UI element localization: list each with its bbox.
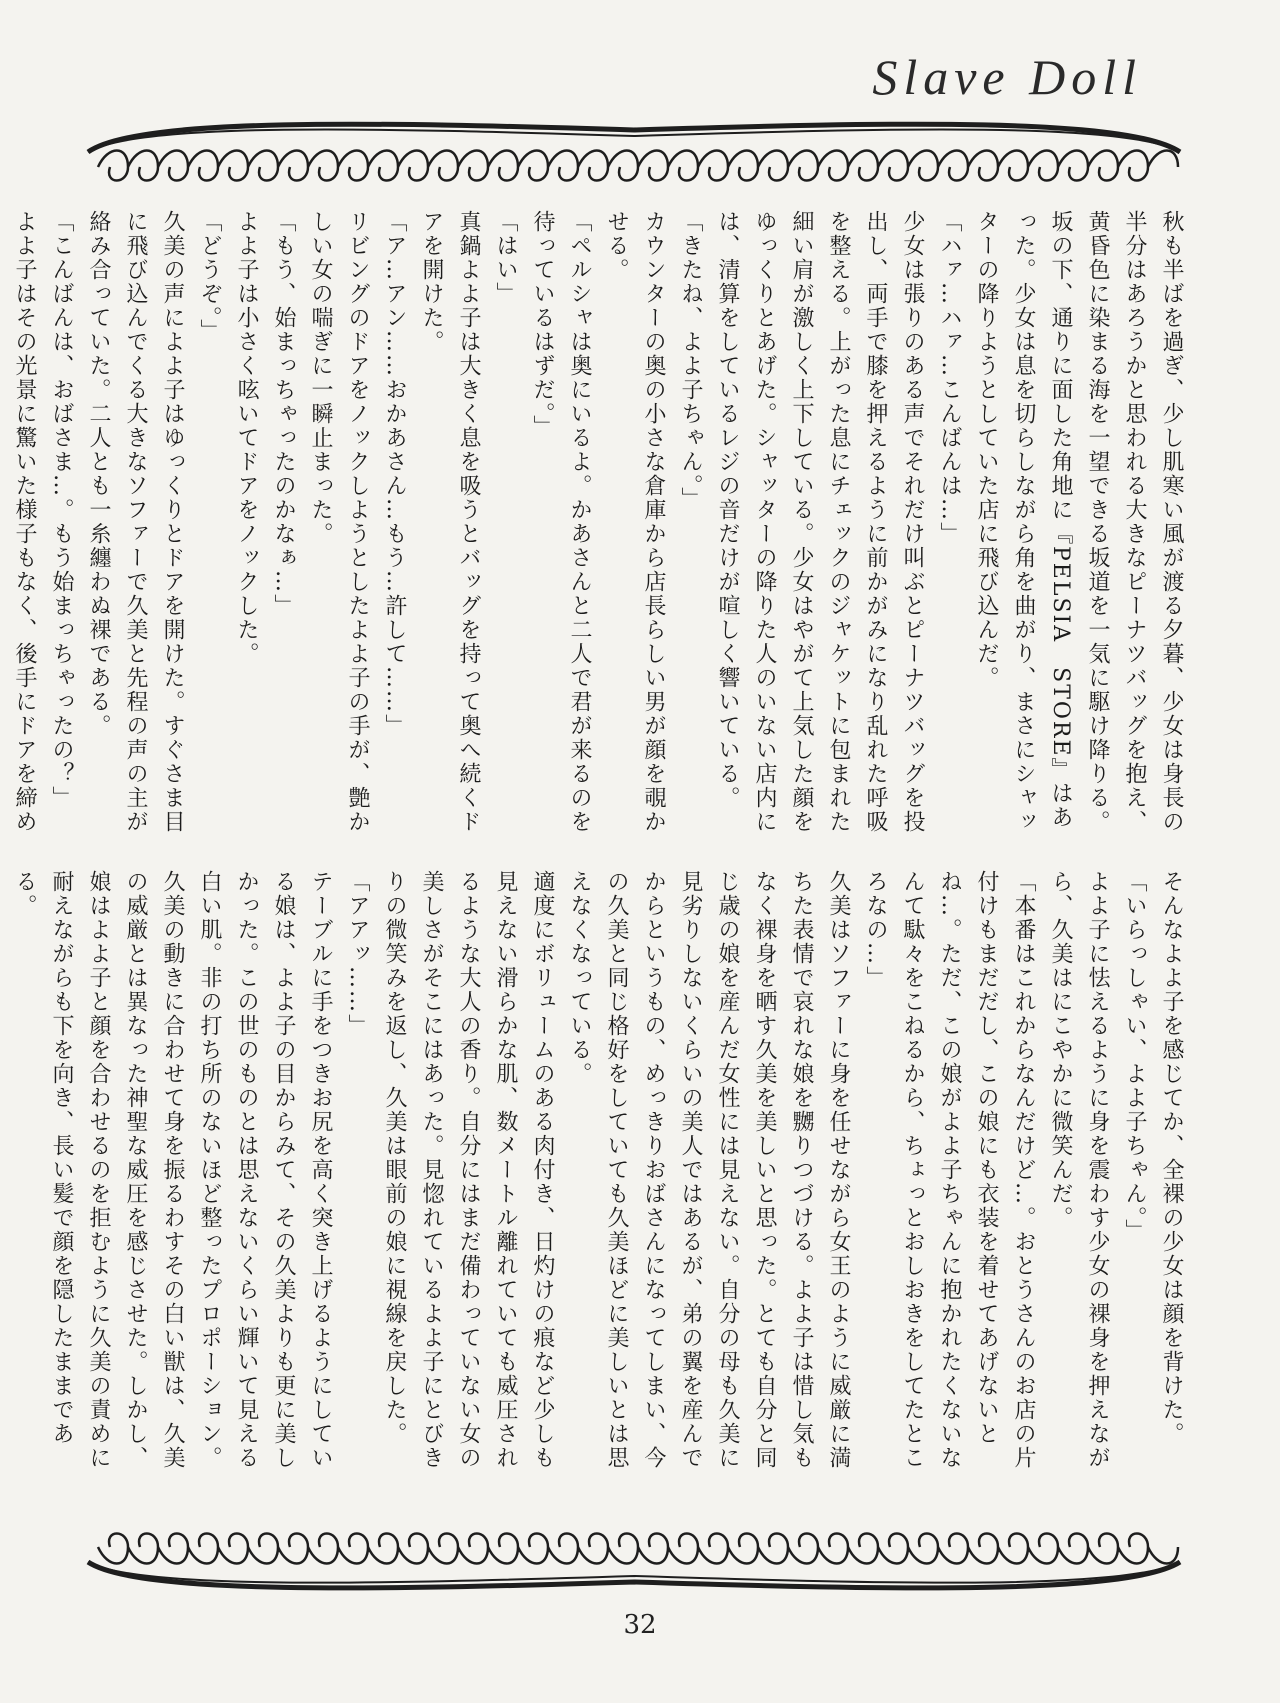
ornamental-border-bottom xyxy=(78,1522,1190,1600)
series-title: Slave Doll xyxy=(872,49,1142,105)
body-text-lower: そんなよよ子を感じてか、全裸の少女は顔を背けた。 「いらっしゃい、よよ子ちゃん。」 よよ子に怯えるように身を震わす少女の裸身を押えながら、久美はにこやかに微笑んだ。 「本番はこれからなんだけど…。おとうさんのお店の片付けもまだだし、この娘にも衣装を着せてあげないとね…。ただ、この娘がよよ子ちゃんに抱かれたくないなんて駄々をこねるから、ちょっとおしおきをしてたところなの…」 久美はソファーに身を任せながら女王のように威厳に満ちた表情で哀れな娘を嬲りつづける。よよ子は惜し気もなく裸身を晒す久美を美しいと思った。とても自分と同じ歳の娘を産んだ女性には見えない。自分の母も久美に見劣りしないくらいの美人ではあるが、弟の翼を産んでからというもの、めっきりおばさんになってしまい、今の久美と同じ格好をしていても久美ほどに美しいとは思えなくなっている。 適度にボリュームのある肉付き、日灼けの痕など少しも見えない滑らかな肌、数メートル離れていても威圧されるような大人の香り。自分にはまだ備わっていない女の美しさがそこにはあった。見惚れているよよ子にとびきりの微笑みを返し、久美は眼前の娘に視線を戻した。 「アアッ……」 テーブルに手をつきお尻を高く突き上げるようにしている娘は、よよ子の目からみて、その久美よりも更に美しかった。この世のものとは思えないくらい輝いて見える白い肌。非の打ち所のないほど整ったプロポーション。久美の動きに合わせて身を振るわすその白い獣は、久美の威厳とは異なった神聖な威圧を感じさせた。しかし、娘はよよ子と顔を合わせるのを拒むように久美の責めに耐えながらも下を向き、長い髪で顔を隠したままである。 xyxy=(12,870,1184,1470)
body-text-upper: 秋も半ばを過ぎ、少し肌寒い風が渡る夕暮、少女は身長の半分はあろうかと思われる大きなピーナツバッグを抱え、黄昏色に染まる海を一望できる坂道を一気に駆け降りる。坂の下、通りに面した角地に『PELSIA STORE』はあった。少女は息を切らしながら角を曲がり、まさにシャッターの降りようとしていた店に飛び込んだ。 「ハァ…ハァ…こんばんは…」 少女は張りのある声でそれだけ叫ぶとピーナツバッグを投出し、両手で膝を押えるように前かがみになり乱れた呼吸を整える。上がった息にチェックのジャケットに包まれた細い肩が激しく上下している。少女はやがて上気した顔をゆっくりとあげた。シャッターの降りた人のいない店内には、清算をしているレジの音だけが喧しく響いている。 「きたね、よよ子ちゃん。」 カウンターの奥の小さな倉庫から店長らしい男が顔を覗かせる。 「ペルシャは奥にいるよ。かあさんと二人で君が来るのを待っているはずだ。」 「はい」 真鍋よよ子は大きく息を吸うとバッグを持って奥へ続くドアを開けた。 「ア…アン……おかあさん…もう…許して……」 リビングのドアをノックしようとしたよよ子の手が、艶かしい女の喘ぎに一瞬止まった。 「もう、始まっちゃったのかなぁ…」 よよ子は小さく呟いてドアをノックした。 「どうぞ。」 久美の声によよ子はゆっくりとドアを開けた。すぐさま目に飛び込んでくる大きなソファーで久美と先程の声の主が絡み合っていた。二人とも一糸纏わぬ裸である。 「こんばんは、おばさま…。もう始まっちゃったの？」 よよ子はその光景に驚いた様子もなく、後手にドアを締め xyxy=(12,210,1184,834)
ornamental-border-top xyxy=(78,112,1190,190)
page-number: 32 xyxy=(623,1610,657,1640)
